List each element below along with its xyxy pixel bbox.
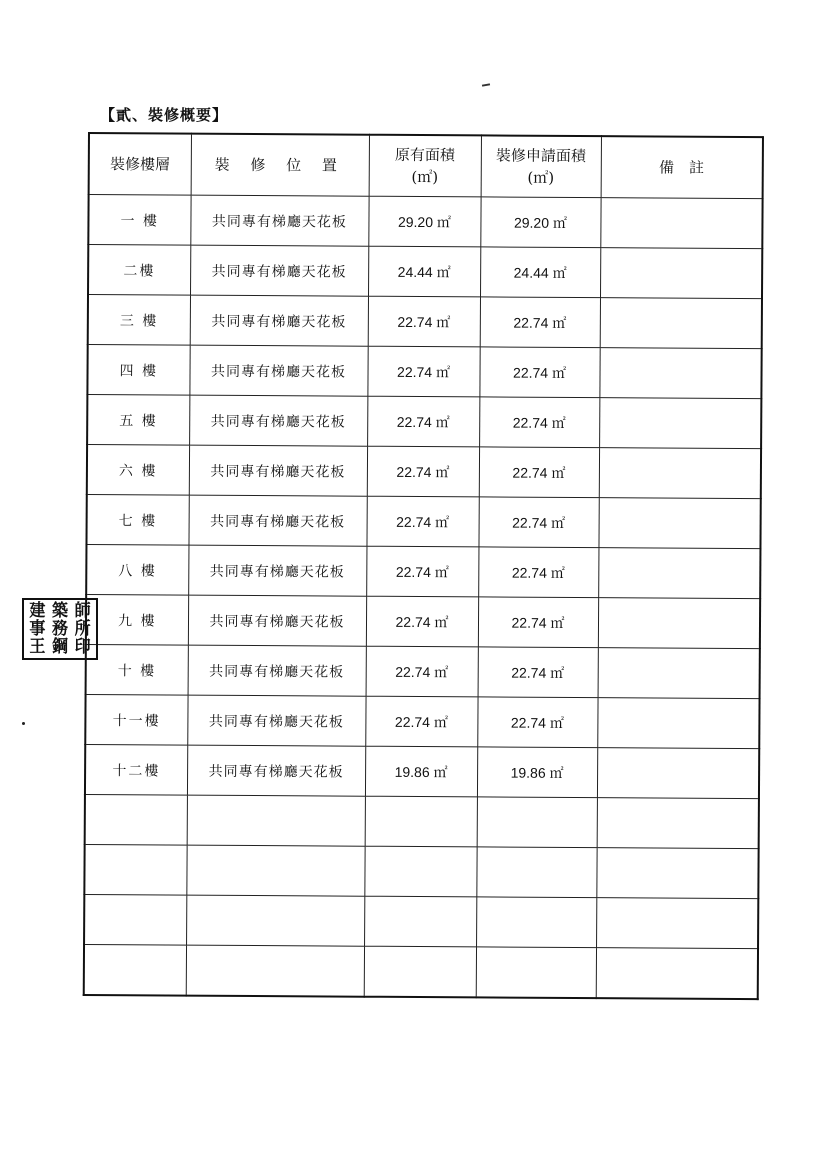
seal-character: 王 [29,636,46,657]
seal-character: 務 [51,618,68,639]
cell-floor: 四 樓 [87,345,189,396]
cell-original-area: 22.74 ㎡ [366,596,478,647]
cell-remarks [598,598,760,649]
cell-applied-area: 24.44 ㎡ [480,247,600,298]
cell-remarks [598,548,760,599]
cell-remarks [596,948,758,999]
stray-dot [22,722,25,725]
cell-applied-area: 22.74 ㎡ [478,647,598,698]
architect-seal [22,598,98,660]
cell-original-area: 19.86 ㎡ [365,746,477,797]
header-original-area-label: 原有面積 [394,145,455,164]
cell-location: 共同專有梯廳天花板 [188,595,366,646]
cell-floor: 二樓 [88,245,190,296]
header-position: 裝 修 位 置 [191,134,369,197]
cell-remarks [597,698,759,749]
cell-location [186,945,364,997]
cell-original-area [365,796,477,847]
header-applied-area-label: 裝修申請面積 [495,145,586,165]
table-row [88,245,762,299]
cell-original-area: 22.74 ㎡ [367,446,479,497]
cell-floor: 三 樓 [88,295,190,346]
cell-applied-area: 22.74 ㎡ [479,397,599,448]
cell-floor [85,794,187,845]
cell-floor [84,844,186,895]
cell-remarks [599,348,761,399]
cell-applied-area: 22.74 ㎡ [477,697,597,748]
cell-floor: 十一樓 [85,694,187,745]
cell-original-area: 22.74 ㎡ [366,496,478,547]
cell-applied-area: 22.74 ㎡ [479,447,599,498]
table-body [84,195,763,1000]
header-remarks: 備 註 [601,136,763,198]
table-row [87,345,761,399]
cell-location: 共同專有梯廳天花板 [188,495,366,546]
seal-character: 鋼 [51,636,68,657]
cell-floor [84,944,186,995]
cell-location: 共同專有梯廳天花板 [187,745,365,796]
table-row [87,445,761,499]
seal-character: 師 [74,600,91,621]
header-original-area [369,135,481,197]
cell-location: 共同專有梯廳天花板 [190,295,368,346]
cell-applied-area [477,797,597,848]
cell-location: 共同專有梯廳天花板 [188,545,366,596]
table-row [85,694,759,748]
cell-applied-area [476,947,596,998]
cell-floor: 十二樓 [85,744,187,795]
table-row [86,594,760,648]
cell-floor: 五 樓 [87,395,189,446]
cell-remarks [600,248,762,299]
table-row [84,944,758,999]
table-row [88,195,762,249]
table-row [88,295,762,349]
cell-location: 共同專有梯廳天花板 [189,395,367,446]
seal-character: 所 [74,618,91,639]
header-applied-area-unit: (㎡) [527,168,555,187]
cell-location: 共同專有梯廳天花板 [187,695,365,746]
cell-location [186,895,364,946]
cell-applied-area: 22.74 ㎡ [480,297,600,348]
table-row [84,844,758,898]
cell-remarks [596,898,758,949]
cell-remarks [599,398,761,449]
cell-floor: 十 樓 [86,644,188,695]
cell-applied-area: 22.74 ㎡ [479,347,599,398]
cell-original-area [364,946,476,997]
cell-original-area: 22.74 ㎡ [368,296,480,347]
cell-applied-area: 22.74 ㎡ [478,497,598,548]
cell-floor: 六 樓 [87,445,189,496]
cell-remarks [600,298,762,349]
renovation-summary-table [83,132,764,1000]
header-floor: 裝修樓層 [89,133,191,195]
seal-character: 印 [74,636,91,657]
cell-location: 共同專有梯廳天花板 [190,195,368,246]
cell-floor [84,894,186,945]
cell-applied-area: 19.86 ㎡ [477,747,597,798]
cell-location [186,845,364,896]
cell-applied-area: 22.74 ㎡ [478,597,598,648]
cell-location: 共同專有梯廳天花板 [189,445,367,496]
cell-location: 共同專有梯廳天花板 [188,645,366,696]
cell-floor: 九 樓 [86,594,188,645]
header-original-area-unit: (㎡) [411,167,439,187]
table-row [84,894,758,948]
seal-character: 築 [51,600,68,621]
cell-original-area: 24.44 ㎡ [368,246,480,297]
table-row [86,494,760,548]
table-row [85,744,759,798]
cell-remarks [597,798,759,849]
cell-location: 共同專有梯廳天花板 [189,345,367,396]
cell-original-area: 29.20 ㎡ [368,196,480,247]
cell-original-area: 22.74 ㎡ [366,646,478,697]
cell-floor: 一 樓 [88,195,190,246]
cell-remarks [598,498,760,549]
cell-floor: 七 樓 [86,494,188,545]
cell-applied-area: 29.20 ㎡ [480,197,600,248]
cell-original-area: 22.74 ㎡ [367,346,479,397]
cell-original-area [364,896,476,947]
cell-location: 共同專有梯廳天花板 [190,245,368,296]
cell-original-area: 22.74 ㎡ [367,396,479,447]
cell-remarks [597,748,759,799]
table-row [86,644,760,698]
table-header-row [89,133,763,199]
table-row [85,794,759,848]
cell-remarks [596,848,758,899]
cell-original-area [364,846,476,897]
table-row [86,544,760,598]
seal-character: 建 [29,600,46,621]
cell-applied-area [476,897,596,948]
summary-table-container [83,132,762,1002]
seal-character: 事 [29,618,46,639]
cell-remarks [599,448,761,499]
cell-applied-area [476,847,596,898]
table-row [87,395,761,449]
cell-applied-area: 22.74 ㎡ [478,547,598,598]
stray-mark [482,83,490,86]
cell-floor: 八 樓 [86,544,188,595]
cell-original-area: 22.74 ㎡ [366,546,478,597]
cell-original-area: 22.74 ㎡ [365,696,477,747]
cell-remarks [600,198,762,249]
cell-location [187,795,365,846]
section-title: 【貳、裝修概要】 [100,106,229,124]
cell-remarks [598,648,760,699]
header-applied-area [481,135,601,197]
